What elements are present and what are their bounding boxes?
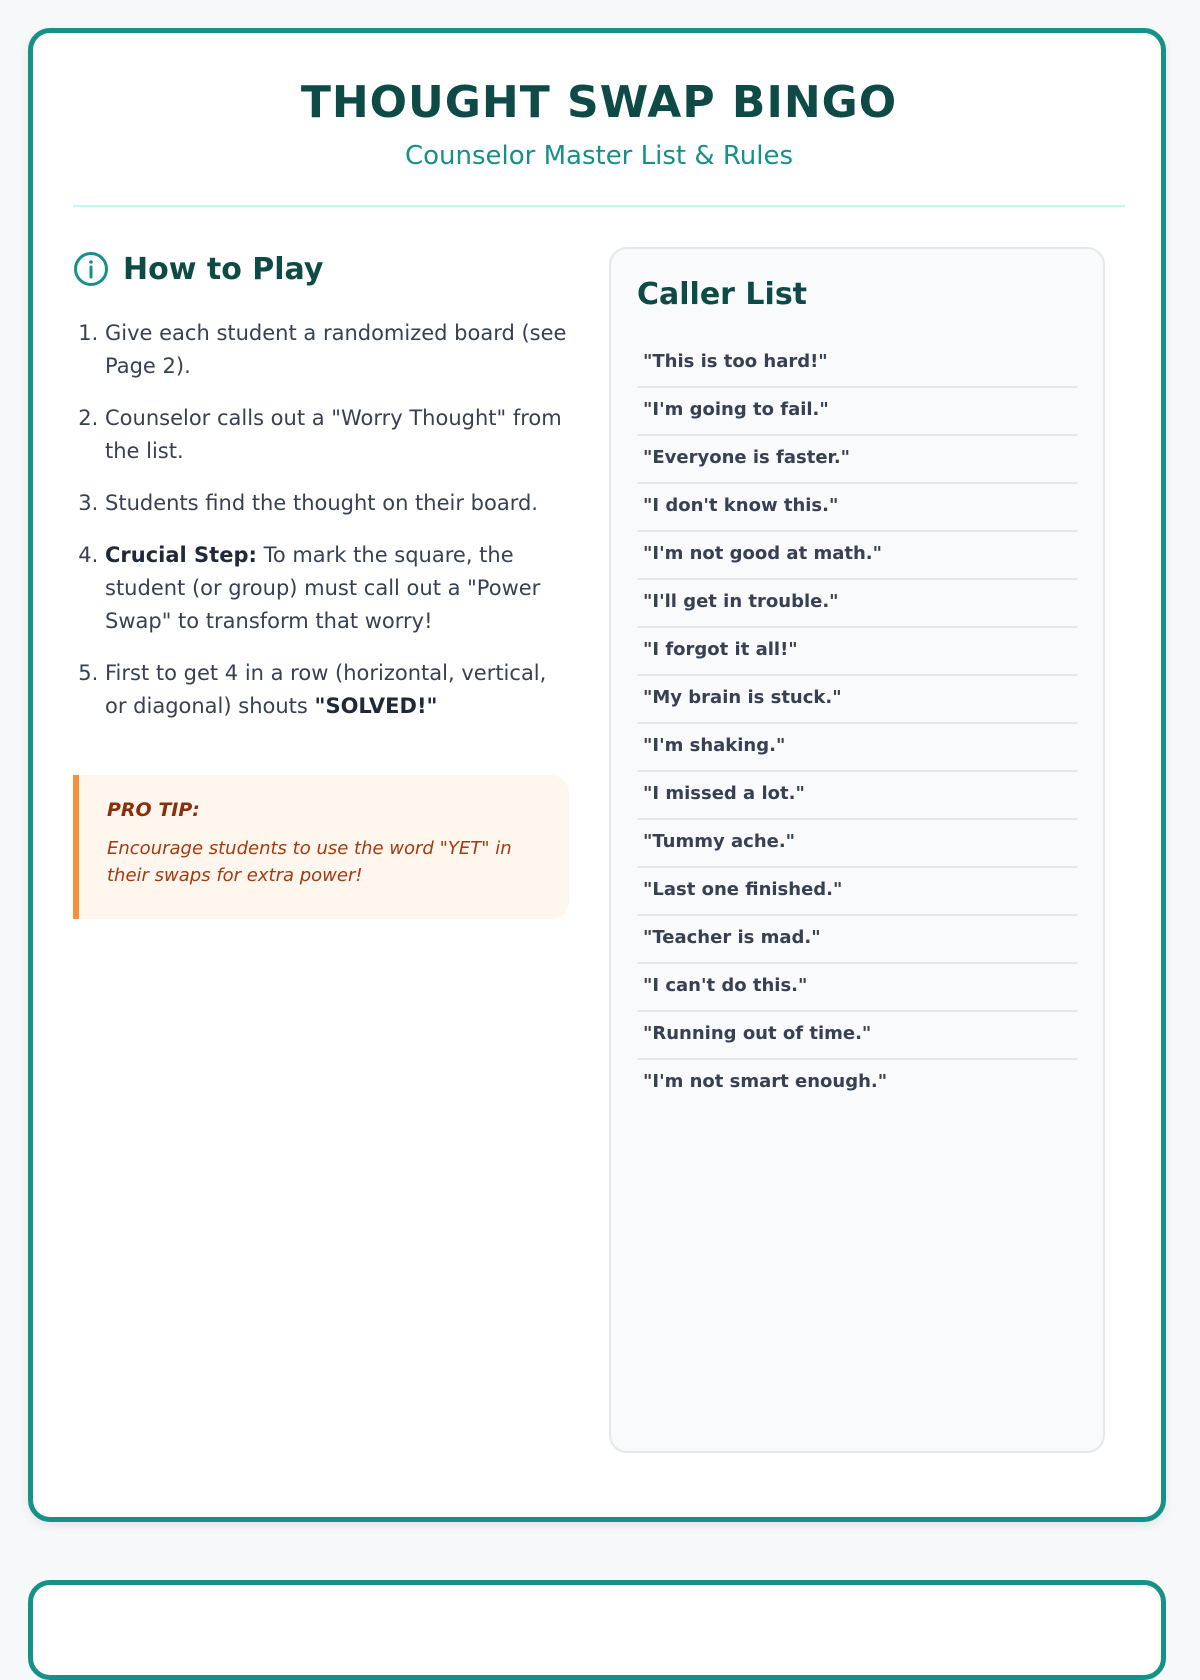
page-header	[73, 73, 1125, 173]
caller-list-item: "I'll get in trouble."	[637, 580, 1077, 628]
caller-list-item: "My brain is stuck."	[637, 676, 1077, 724]
caller-list-item: "I'm not good at math."	[637, 532, 1077, 580]
step-item	[105, 317, 573, 383]
step-bold-label: Crucial Step:	[105, 543, 257, 567]
caller-list-item: "I'm not smart enough."	[643, 1071, 888, 1092]
caller-list-item: "I don't know this."	[637, 484, 1077, 532]
page-title: THOUGHT SWAP BINGO	[300, 77, 898, 128]
steps-list	[73, 317, 573, 723]
pro-tip-box	[73, 775, 569, 919]
how-to-play-section	[73, 251, 573, 742]
caller-list-item: "Tummy ache."	[637, 820, 1077, 868]
caller-list-item: "I forgot it all!"	[637, 628, 1077, 676]
caller-list-title: Caller List	[637, 277, 808, 312]
step-text: Give each student a randomized board (see Page 2).	[105, 321, 567, 378]
pro-tip-text: Encourage students to use the word "YET" in their swaps for extra power!	[107, 838, 512, 886]
step-item	[105, 539, 573, 638]
pro-tip-title: PRO TIP:	[107, 799, 200, 821]
caller-list-item: "I'm shaking."	[637, 724, 1077, 772]
caller-list-item: "Teacher is mad."	[637, 916, 1077, 964]
caller-list-item: "Everyone is faster."	[637, 436, 1077, 484]
step-item	[105, 487, 573, 520]
caller-list-panel	[609, 247, 1105, 1453]
info-icon	[73, 251, 109, 287]
step-bold-emphasis: "SOLVED!"	[314, 694, 438, 718]
step-item	[105, 402, 573, 468]
caller-list-item: "Last one finished."	[637, 868, 1077, 916]
caller-list-item: "I missed a lot."	[637, 772, 1077, 820]
header-divider	[73, 205, 1125, 207]
page-subtitle: Counselor Master List & Rules	[404, 141, 794, 171]
step-text: Students find the thought on their board.	[105, 491, 538, 515]
master-list-page	[28, 28, 1166, 1522]
caller-list	[637, 340, 1077, 1106]
caller-list-item: "Running out of time."	[637, 1012, 1077, 1060]
caller-list-item: "This is too hard!"	[637, 340, 1077, 388]
caller-list-item: "I can't do this."	[637, 964, 1077, 1012]
how-to-play-heading	[73, 251, 573, 287]
step-item	[105, 657, 573, 723]
step-text: First to get 4 in a row (horizontal, vertical, or diagonal) shouts	[105, 661, 547, 718]
step-text: To mark the square, the student (or group) must call out a "Power Swap" to transform that worry!	[105, 543, 541, 633]
how-to-play-title: How to Play	[123, 251, 324, 287]
caller-list-item: "I'm going to fail."	[637, 388, 1077, 436]
next-page	[28, 1580, 1166, 1680]
step-text: Counselor calls out a "Worry Thought" from the list.	[105, 406, 562, 463]
